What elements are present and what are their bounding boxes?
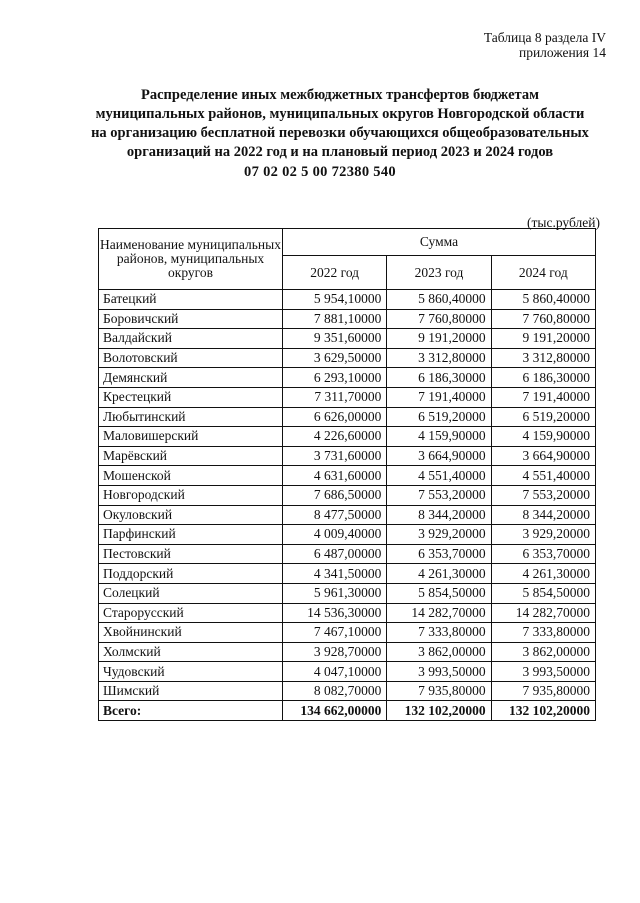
amount-2023-cell: 6 353,70000 [387,544,491,564]
amount-2022-cell: 4 631,60000 [283,466,387,486]
district-name-cell: Старорусский [99,603,283,623]
table-row [99,368,596,388]
amount-2024-cell: 5 854,50000 [491,583,595,603]
amount-2023-cell: 9 191,20000 [387,329,491,349]
title-line-3: на организацию бесплатной перевозки обучающихся общеобразовательных [91,125,589,141]
column-header-name: Наименование муниципальных районов, муниципальных округов [99,229,283,290]
amount-2023-cell: 6 186,30000 [387,368,491,388]
table-reference [484,30,606,60]
table-row [99,681,596,701]
amount-2022-cell: 3 731,60000 [283,446,387,466]
district-name-cell: Крестецкий [99,387,283,407]
amount-2023-cell: 3 993,50000 [387,662,491,682]
amount-2024-cell: 7 553,20000 [491,485,595,505]
district-name-cell: Маловишерский [99,427,283,447]
district-name-cell: Шимский [99,681,283,701]
amount-2023-cell: 5 854,50000 [387,583,491,603]
amount-2023-cell: 7 760,80000 [387,309,491,329]
table-row [99,329,596,349]
amount-2023-cell: 3 312,80000 [387,348,491,368]
amount-2024-cell: 3 664,90000 [491,446,595,466]
amount-2022-cell: 9 351,60000 [283,329,387,349]
amount-2023-cell: 8 344,20000 [387,505,491,525]
amount-2024-cell: 7 333,80000 [491,623,595,643]
amount-2022-cell: 8 082,70000 [283,681,387,701]
amount-2022-cell: 14 536,30000 [283,603,387,623]
amount-2024-cell: 4 159,90000 [491,427,595,447]
amount-2024-cell: 6 353,70000 [491,544,595,564]
table-row [99,387,596,407]
amount-2023-cell: 3 664,90000 [387,446,491,466]
amount-2023-cell: 4 159,90000 [387,427,491,447]
amount-2022-cell: 8 477,50000 [283,505,387,525]
amount-2022-cell: 7 686,50000 [283,485,387,505]
table-row [99,642,596,662]
column-header-sum: Сумма [283,229,596,256]
district-name-cell: Всего: [99,701,283,721]
transfers-table [98,228,596,721]
column-header-2023: 2023 год [387,256,491,290]
district-name-cell: Парфинский [99,525,283,545]
amount-2023-cell: 3 929,20000 [387,525,491,545]
total-row [99,701,596,721]
amount-2022-cell: 6 626,00000 [283,407,387,427]
amount-2023-cell: 14 282,70000 [387,603,491,623]
district-name-cell: Любытинский [99,407,283,427]
district-name-cell: Марёвский [99,446,283,466]
table-row [99,525,596,545]
district-name-cell: Холмский [99,642,283,662]
table-row [99,505,596,525]
amount-2022-cell: 4 009,40000 [283,525,387,545]
table-row [99,583,596,603]
amount-2024-cell: 5 860,40000 [491,290,595,310]
amount-2023-cell: 5 860,40000 [387,290,491,310]
table-row [99,564,596,584]
district-name-cell: Валдайский [99,329,283,349]
table-row [99,348,596,368]
amount-2022-cell: 4 226,60000 [283,427,387,447]
amount-2024-cell: 9 191,20000 [491,329,595,349]
table-reference-line-2: приложения 14 [518,45,606,60]
table-row [99,290,596,310]
amount-2024-cell: 7 191,40000 [491,387,595,407]
table-row [99,662,596,682]
amount-2022-cell: 7 311,70000 [283,387,387,407]
amount-2022-cell: 4 047,10000 [283,662,387,682]
district-name-cell: Поддорский [99,564,283,584]
document-title [40,86,640,162]
amount-2023-cell: 3 862,00000 [387,642,491,662]
unit-label: (тыс.рублей) [527,215,600,230]
amount-2024-cell: 7 935,80000 [491,681,595,701]
amount-2022-cell: 7 467,10000 [283,623,387,643]
amount-2022-cell: 3 928,70000 [283,642,387,662]
amount-2023-cell: 7 935,80000 [387,681,491,701]
amount-2024-cell: 6 519,20000 [491,407,595,427]
district-name-cell: Пестовский [99,544,283,564]
amount-2024-cell: 7 760,80000 [491,309,595,329]
amount-2022-cell: 6 487,00000 [283,544,387,564]
district-name-cell: Волотовский [99,348,283,368]
amount-2023-cell: 7 191,40000 [387,387,491,407]
amount-2024-cell: 6 186,30000 [491,368,595,388]
amount-2024-cell: 8 344,20000 [491,505,595,525]
title-line-4: организаций на 2022 год и на плановый период 2023 и 2024 годов [126,144,554,160]
table-row [99,544,596,564]
amount-2024-cell: 3 929,20000 [491,525,595,545]
amount-2022-cell: 5 961,30000 [283,583,387,603]
amount-2023-cell: 7 333,80000 [387,623,491,643]
amount-2023-cell: 4 261,30000 [387,564,491,584]
district-name-cell: Батецкий [99,290,283,310]
budget-classification-code: 07 02 02 5 00 72380 540 [244,164,396,180]
district-name-cell: Боровичский [99,309,283,329]
amount-2022-cell: 6 293,10000 [283,368,387,388]
amount-2024-cell: 3 862,00000 [491,642,595,662]
district-name-cell: Мошенской [99,466,283,486]
amount-2022-cell: 7 881,10000 [283,309,387,329]
table-row [99,446,596,466]
table-reference-line-1: Таблица 8 раздела IV [483,30,606,45]
amount-2022-cell: 3 629,50000 [283,348,387,368]
amount-2024-cell: 132 102,20000 [491,701,595,721]
amount-2024-cell: 4 261,30000 [491,564,595,584]
table-row [99,466,596,486]
amount-2024-cell: 3 993,50000 [491,662,595,682]
table-row [99,623,596,643]
district-name-cell: Демянский [99,368,283,388]
amount-2023-cell: 4 551,40000 [387,466,491,486]
amount-2023-cell: 6 519,20000 [387,407,491,427]
table-row [99,603,596,623]
column-header-2022: 2022 год [283,256,387,290]
amount-2022-cell: 134 662,00000 [283,701,387,721]
district-name-cell: Новгородский [99,485,283,505]
amount-2024-cell: 3 312,80000 [491,348,595,368]
amount-2024-cell: 14 282,70000 [491,603,595,623]
amount-2023-cell: 132 102,20000 [387,701,491,721]
district-name-cell: Окуловский [99,505,283,525]
district-name-cell: Солецкий [99,583,283,603]
table-row [99,427,596,447]
amount-2022-cell: 5 954,10000 [283,290,387,310]
table-row [99,485,596,505]
table-row [99,407,596,427]
amount-2022-cell: 4 341,50000 [283,564,387,584]
amount-2024-cell: 4 551,40000 [491,466,595,486]
column-header-2024: 2024 год [491,256,595,290]
amount-2023-cell: 7 553,20000 [387,485,491,505]
title-line-2: муниципальных районов, муниципальных округов Новгородской области [95,106,585,122]
table-row [99,309,596,329]
district-name-cell: Чудовский [99,662,283,682]
district-name-cell: Хвойнинский [99,623,283,643]
title-line-1: Распределение иных межбюджетных трансфертов бюджетам [141,87,539,103]
